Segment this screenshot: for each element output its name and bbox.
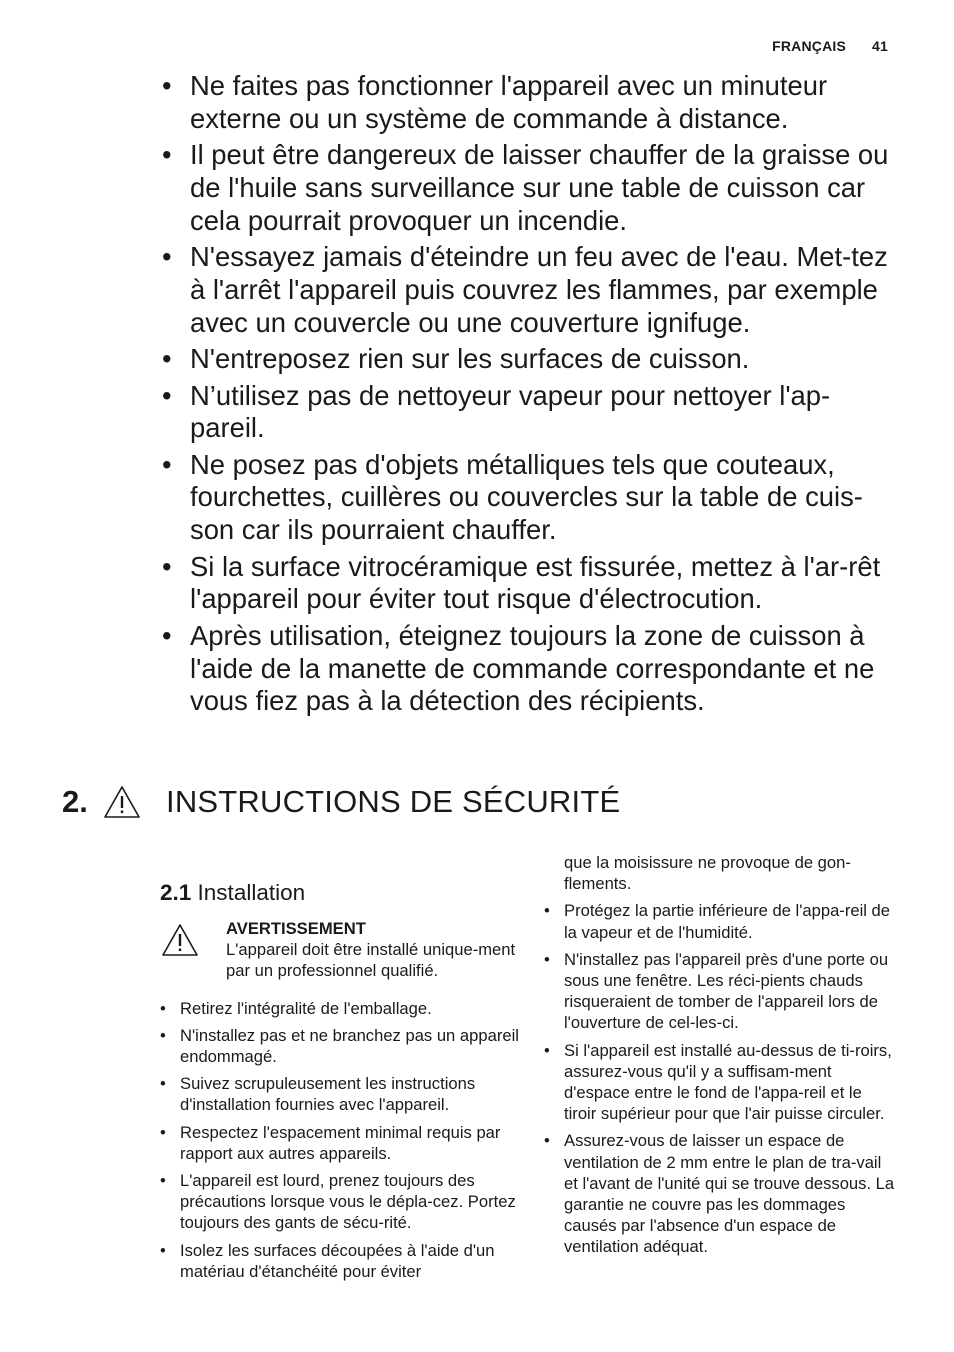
list-item: • Ne posez pas d'objets métalliques tels que couteaux, fourchettes, cuillères ou couvercles sur la table de cuis-son car ils pourraient chauffer.	[162, 449, 902, 547]
right-column	[544, 852, 896, 1264]
list-item: • Si la surface vitrocéramique est fissurée, mettez à l'ar-rêt l'appareil pour éviter tout risque d'électrocution.	[162, 551, 902, 616]
language-label: FRANÇAIS	[772, 38, 847, 54]
list-item: • Protégez la partie inférieure de l'appa-reil de la vapeur et de l'humidité.	[544, 900, 896, 942]
warning-triangle-icon	[160, 922, 200, 958]
list-item: • Respectez l'espacement minimal requis par rapport aux autres appareils.	[160, 1122, 520, 1164]
subsection-title: Installation	[197, 880, 306, 905]
subsection-heading	[160, 878, 520, 908]
installation-list-right	[544, 900, 896, 1257]
warning-box	[160, 918, 520, 982]
list-item: • N'installez pas l'appareil près d'une porte ou sous une fenêtre. Les réci-pients chauds risqueraient de tomber de l'appareil lors de l'ouverture de cel-les-ci.	[544, 949, 896, 1034]
list-item: • L'appareil est lourd, prenez toujours des précautions lorsque vous le dépla-cez. Portez toujours des gants de sécu-rité.	[160, 1170, 520, 1234]
section-heading	[62, 784, 620, 820]
section-title: INSTRUCTIONS DE SÉCURITÉ	[166, 784, 621, 819]
warning-heading: AVERTISSEMENT	[226, 919, 366, 938]
list-item: • N'essayez jamais d'éteindre un feu avec de l'eau. Met-tez à l'arrêt l'appareil puis couvrez les flammes, par exemple avec un couvercle ou une couverture ignifuge.	[162, 241, 902, 339]
left-column	[160, 878, 520, 1288]
page-number: 41	[872, 38, 888, 54]
list-item: • Il peut être dangereux de laisser chauffer de la graisse ou de l'huile sans surveillance sur une table de cuisson car cela pourrait provoquer un incendie.	[162, 139, 902, 237]
section-number: 2.	[62, 784, 88, 819]
list-item: • Suivez scrupuleusement les instructions d'installation fournies avec l'appareil.	[160, 1073, 520, 1115]
warning-triangle-icon	[102, 784, 142, 820]
list-item: • Si l'appareil est installé au-dessus de ti-roirs, assurez-vous qu'il y a suffisam-ment d'espace entre le fond de l'appa-reil et le tiroir supérieur pour que l'air puisse circuler.	[544, 1040, 896, 1125]
subsection-number: 2.1	[160, 880, 192, 905]
list-item: • N'entreposez rien sur les surfaces de cuisson.	[162, 343, 902, 376]
safety-bullet-list	[162, 70, 902, 722]
list-item: • N’utilisez pas de nettoyeur vapeur pour nettoyer l'ap-pareil.	[162, 380, 902, 445]
list-item: • Assurez-vous de laisser un espace de ventilation de 2 mm entre le plan de tra-vail et l'avant de l'unité qui se trouve dessous. La garantie ne couvre pas les dommages causés par l'absence d'un espace de ventilation adéquat.	[544, 1130, 896, 1257]
list-item: • Isolez les surfaces découpées à l'aide d'un matériau d'étanchéité pour éviter	[160, 1240, 520, 1282]
list-item: • Après utilisation, éteignez toujours la zone de cuisson à l'aide de la manette de commande correspondante et ne vous fiez pas à la détection des récipients.	[162, 620, 902, 718]
continued-text: que la moisissure ne provoque de gon-flements.	[564, 853, 851, 894]
page-header	[772, 38, 888, 54]
list-item: • N'installez pas et ne branchez pas un appareil endommagé.	[160, 1025, 520, 1067]
warning-text: L'appareil doit être installé unique-ment par un professionnel qualifié.	[226, 940, 516, 981]
installation-list-left	[160, 998, 520, 1282]
list-item: • Ne faites pas fonctionner l'appareil avec un minuteur externe ou un système de commande à distance.	[162, 70, 902, 135]
list-item: • Retirez l'intégralité de l'emballage.	[160, 998, 520, 1019]
